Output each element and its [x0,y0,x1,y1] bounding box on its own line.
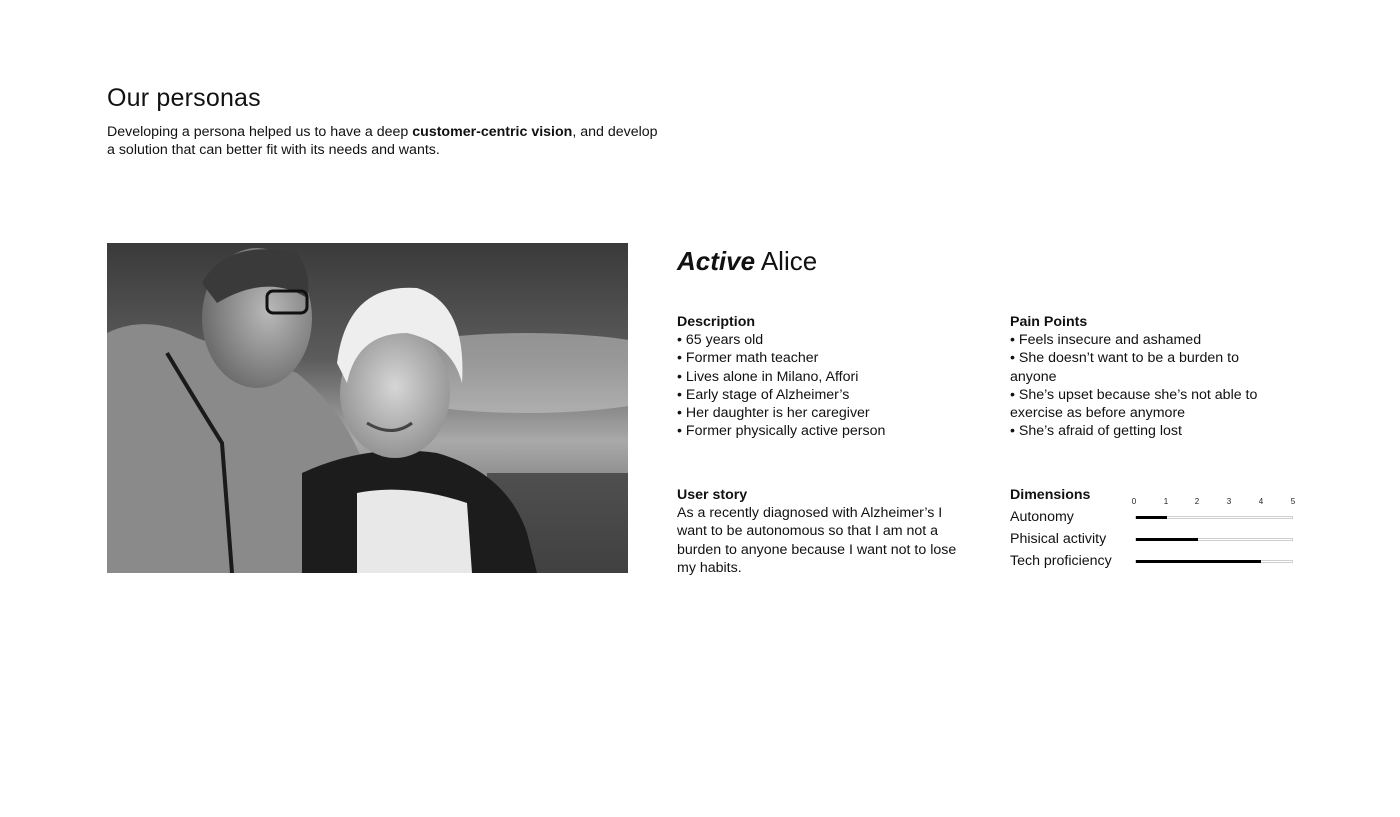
dimension-track [1135,538,1293,541]
intro-paragraph [107,123,667,159]
list-item: • Former physically active person [677,423,886,440]
dimension-row-tech-proficiency [1010,552,1300,570]
list-item: • Former math teacher [677,350,819,367]
user-story-text: As a recently diagnosed with Alzheimer’s I want to be autonomous so that I am not a burden to anyone because I want not to lose my habits. [677,505,957,576]
dimension-label: Tech proficiency [1010,553,1112,569]
user-story-section [677,486,969,577]
pain-points-section [1010,313,1285,440]
dimension-track [1135,560,1293,563]
list-item: • Feels insecure and ashamed [1010,332,1202,349]
dimension-row-autonomy [1010,508,1300,526]
description-section [677,313,977,440]
persona-name-emphasis: Active [677,246,756,276]
scale-tick: 4 [1258,497,1264,506]
pain-points-list [1010,331,1285,440]
scale-tick: 5 [1290,497,1296,506]
list-item: • Her daughter is her caregiver [677,405,870,422]
intro-text-end: , and develop a solution that can better fit with its needs and wants. [107,124,658,158]
scale-tick: 0 [1131,497,1137,506]
persona-name-rest: Alice [755,246,818,276]
description-title: Description [677,314,756,330]
dimension-track [1135,516,1293,519]
scale-tick: 3 [1226,497,1232,506]
persona-name [677,246,817,277]
list-item: • She’s afraid of getting lost [1010,423,1182,440]
page-title: Our personas [107,84,261,112]
intro-text-start: Developing a persona helped us to have a deep [107,124,413,140]
list-item: • 65 years old [677,332,764,349]
dimension-fill [1136,516,1167,519]
intro-text-bold: customer-centric vision [412,124,573,140]
dimension-label: Autonomy [1010,509,1074,525]
dimension-row-physical-activity [1010,530,1300,548]
dimension-label: Phisical activity [1010,531,1107,547]
persona-photo [107,243,628,573]
scale-tick: 2 [1194,497,1200,506]
scale-tick: 1 [1163,497,1169,506]
dimensions-title: Dimensions [1010,487,1091,503]
dimension-fill [1136,538,1198,541]
list-item: • She doesn’t want to be a burden to anyone [1010,350,1239,385]
dimension-fill [1136,560,1261,563]
user-story-title: User story [677,487,748,503]
list-item: • Lives alone in Milano, Affori [677,368,859,385]
description-list [677,331,977,440]
list-item: • Early stage of Alzheimer’s [677,386,850,403]
pain-points-title: Pain Points [1010,314,1088,330]
list-item: • She’s upset because she’s not able to exercise as before anymore [1010,386,1258,422]
